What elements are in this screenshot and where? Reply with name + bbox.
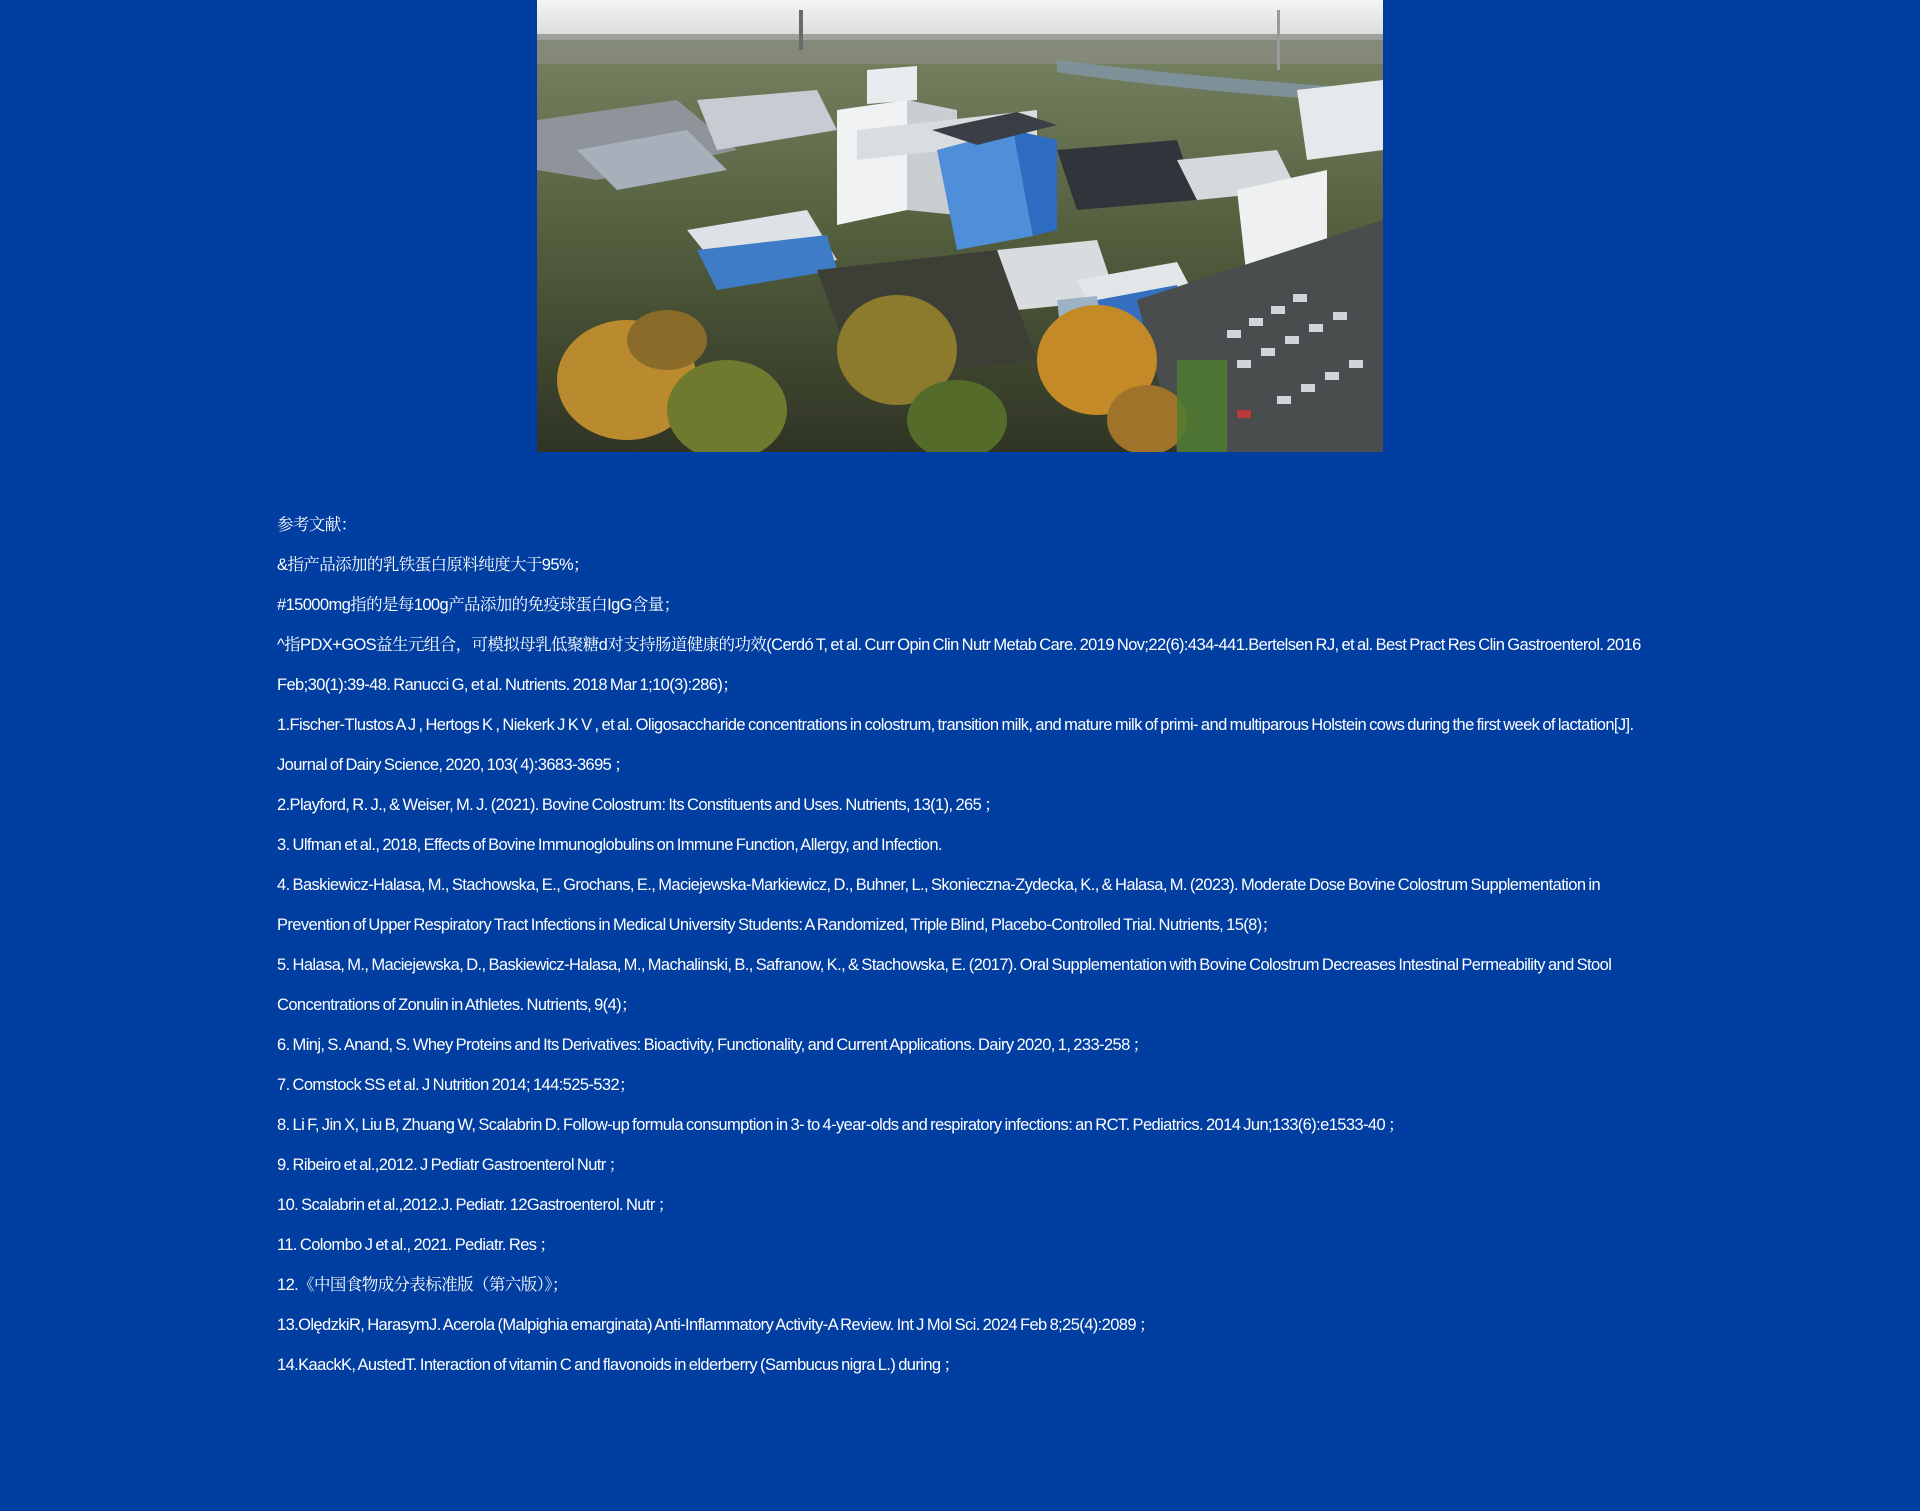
references-heading: 参考文献： [277,516,357,534]
factory-aerial-photo [537,0,1383,452]
reference-item: 12.《中国食物成分表标准版（第六版）》； [277,1276,568,1294]
reference-note: ^指PDX+GOS益生元组合，可模拟母乳低聚糖d对支持肠道健康的功效(Cerdó T, et al. Curr Opin Clin Nutr Metab Care. 2019 Nov;22(6):434-441.Bertelsen RJ, et al. Best Pract Res Clin Gastroenterol. 2016 Feb;30(1):39-48. Ranucci G, et al. Nutrients. 2018 Mar 1;10(3):286)； [277,636,1641,694]
factory-aerial-illustration [537,0,1383,452]
reference-item: 6. Minj, S. Anand, S. Whey Proteins and Its Derivatives: Bioactivity, Functionality, and Current Applications. Dairy 2020, 1, 233-258 ； [277,1036,1149,1054]
reference-item: 8. Li F, Jin X, Liu B, Zhuang W, Scalabrin D. Follow-up formula consumption in 3- to 4-year-olds and respiratory infections: an RCT. Pediatrics. 2014 Jun;133(6):e1533-40 ； [277,1116,1404,1134]
reference-item: 7. Comstock SS et al. J Nutrition 2014; 144:525-532； [277,1076,635,1094]
reference-item: 10. Scalabrin et al.,2012.J. Pediatr. 12Gastroenterol. Nutr ； [277,1196,674,1214]
reference-item: 13.OlędzkiR, HarasymJ. Acerola (Malpighia emarginata) Anti-Inflammatory Activity-A Review. Int J Mol Sci. 2024 Feb 8;25(4):2089 ； [277,1316,1155,1334]
reference-item: 9. Ribeiro et al.,2012. J Pediatr Gastroenterol Nutr ； [277,1156,625,1174]
reference-note: #15000mg指的是每100g产品添加的免疫球蛋白IgG含量； [277,596,680,614]
reference-item: 1.Fischer-Tlustos A J , Hertogs K , Niekerk J K V , et al. Oligosaccharide concentrations in colostrum, transition milk, and mature milk of primi- and multiparous Holstein cows during the first week of lactation[J]. Journal of Dairy Science, 2020, 103( 4):3683-3695 ； [277,716,1634,774]
reference-item: 3. Ulfman et al., 2018, Effects of Bovine Immunoglobulins on Immune Function, Allergy, and Infection. [277,836,942,854]
reference-item: 11. Colombo J et al., 2021. Pediatr. Res ； [277,1236,556,1254]
reference-item: 14.KaackK, AustedT. Interaction of vitamin C and flavonoids in elderberry (Sambucus nigra L.) during ； [277,1356,960,1374]
references-section [277,505,1652,1385]
reference-item: 4. Baskiewicz-Halasa, M., Stachowska, E., Grochans, E., Maciejewska-Markiewicz, D., Buhner, L., Skonieczna-Zydecka, K., & Halasa, M. (2023). Moderate Dose Bovine Colostrum Supplementation in Prevention of Upper Respiratory Tract Infections in Medical University Students: A Randomized, Triple Blind, Placebo-Controlled Trial. Nutrients, 15(8)； [277,876,1601,934]
reference-note: &指产品添加的乳铁蛋白原料纯度大于95%； [277,556,589,574]
reference-item: 2.Playford, R. J., & Weiser, M. J. (2021). Bovine Colostrum: Its Constituents and Uses. Nutrients, 13(1), 265 ； [277,796,1001,814]
reference-item: 5. Halasa, M., Maciejewska, D., Baskiewicz-Halasa, M., Machalinski, B., Safranow, K., & Stachowska, E. (2017). Oral Supplementation with Bovine Colostrum Decreases Intestinal Permeability and Stool Concentrations of Zonulin in Athletes. Nutrients, 9(4)； [277,956,1612,1014]
